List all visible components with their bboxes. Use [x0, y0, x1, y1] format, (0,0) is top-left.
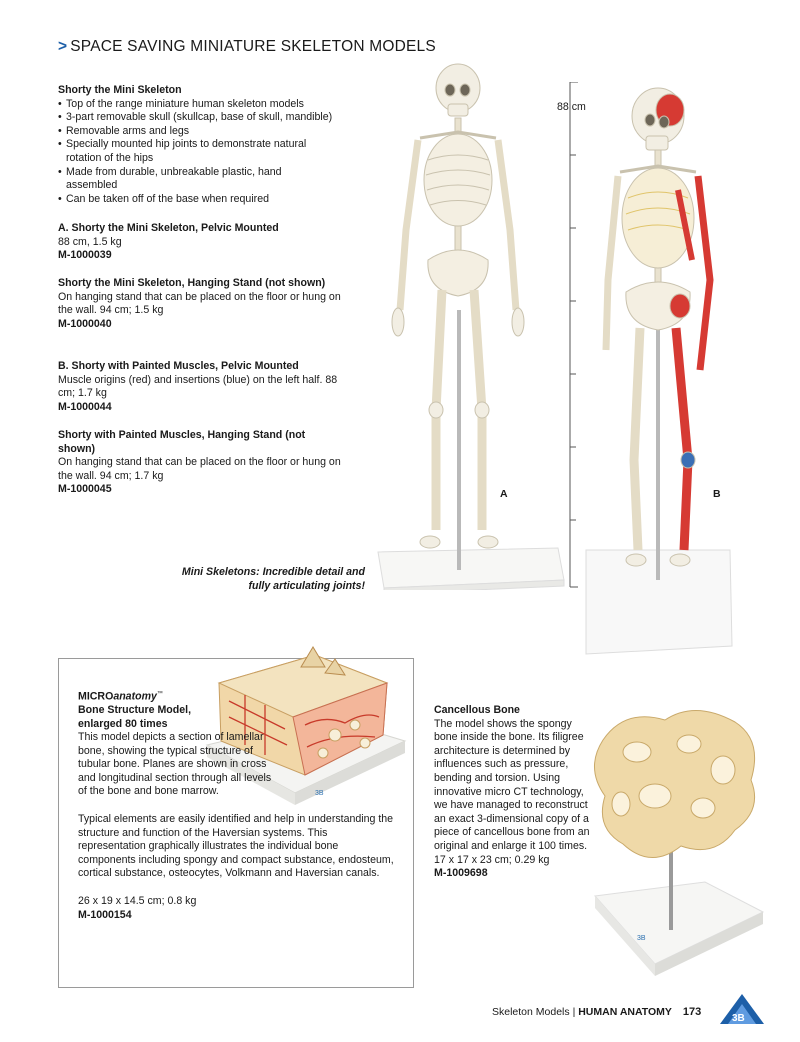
shorty-section	[58, 84, 358, 206]
product-sku: M-1000039	[58, 249, 112, 262]
label-b: B	[713, 488, 721, 500]
height-scale	[566, 82, 580, 588]
micro-brand-prefix: MICRO	[78, 690, 114, 703]
page-title-text: SPACE SAVING MINIATURE SKELETON MODELS	[70, 38, 436, 55]
chevron-right-icon: >	[58, 38, 68, 55]
micro-brand	[78, 688, 218, 704]
product-name: Shorty the Mini Skeleton, Hanging Stand (not shown)	[58, 277, 326, 289]
skeleton-a-image	[370, 60, 570, 590]
cancellous-sku: M-1009698	[434, 867, 488, 880]
product-sku: M-1000044	[58, 400, 112, 413]
3b-logo-icon: 3B	[637, 935, 646, 942]
shorty-heading: Shorty the Mini Skeleton	[58, 84, 182, 96]
cancellous-spec: 17 x 17 x 23 cm; 0.29 kg	[434, 853, 550, 866]
micro-name: Bone Structure Model, enlarged 80 times	[78, 704, 192, 730]
micro-spec: 26 x 19 x 14.5 cm; 0.8 kg	[78, 895, 197, 907]
product-b-hanging	[58, 429, 350, 497]
skeleton-caption: Mini Skeletons: Incredible detail and fully articulating joints!	[181, 566, 365, 592]
micro-desc-long: Typical elements are easily identified and help in understanding the structure and function of the Haversian systems. This representation graphically illustrates the individual bone components including spongy and compact substance, endosteum, cortical substance, osteocytes, Volkmann and Haversian canals.	[78, 813, 394, 880]
micro-desc-short: This model depicts a section of lamellar bone, showing the typical structure of tubular bone. Planes are shown in cross and longitudinal section through all levels of the bone and bone marrow.	[78, 731, 272, 798]
list-item: • Specially mounted hip joints to demonstrate natural rotation of the hips	[58, 138, 321, 165]
cancellous-desc: The model shows the spongy bone inside the bone. Its filigree architecture is determined by influences such as pressure, bending and torsion. Using innovative micro CT technology, we have managed to reconstruct an exact 3-dimensional copy of a piece of cancellous bone from an original and enlarge it 100 times.	[434, 717, 590, 852]
product-name: Shorty with Painted Muscles, Hanging Stand (not shown)	[58, 429, 306, 455]
footer-section: Skeleton Models	[492, 1006, 570, 1018]
footer	[492, 1006, 701, 1018]
micro-sku: M-1000154	[78, 908, 132, 921]
footer-separator: |	[572, 1006, 576, 1018]
page-title	[58, 38, 436, 56]
cancellous-section	[434, 704, 594, 881]
list-item: • Top of the range miniature human skeleton models	[58, 98, 358, 112]
product-desc: Muscle origins (red) and insertions (blue) on the left half. 88 cm; 1.7 kg	[58, 373, 338, 400]
product-b	[58, 360, 350, 414]
product-sku: M-1000045	[58, 483, 112, 496]
height-label: 88 cm	[557, 101, 586, 113]
list-item: • Removable arms and legs	[58, 125, 358, 139]
3b-logo-icon	[718, 992, 766, 1026]
product-sku: M-1000040	[58, 317, 112, 330]
product-a	[58, 222, 350, 263]
page-number: 173	[682, 1006, 702, 1018]
cancellous-bone-image	[585, 700, 765, 980]
cancellous-heading: Cancellous Bone	[434, 704, 520, 716]
product-desc: 88 cm, 1.5 kg	[58, 235, 122, 248]
product-desc: On hanging stand that can be placed on the floor or hung on the wall. 94 cm; 1.5 kg	[58, 290, 341, 317]
micro-brand-italic: anatomy	[113, 690, 157, 703]
list-item: • Can be taken off of the base when required	[58, 193, 358, 207]
micro-spec-block	[78, 895, 396, 922]
label-a: A	[500, 488, 508, 500]
micro-brand-tm: ™	[156, 691, 163, 697]
product-name: B. Shorty with Painted Muscles, Pelvic Mounted	[58, 360, 299, 372]
3b-logo-icon: 3B	[315, 790, 324, 797]
product-name: A. Shorty the Mini Skeleton, Pelvic Mounted	[58, 222, 279, 234]
logo-text: 3B	[732, 1013, 745, 1024]
product-a-hanging	[58, 277, 350, 331]
footer-category: HUMAN ANATOMY	[578, 1006, 672, 1018]
shorty-bullet-list	[58, 98, 358, 207]
product-desc: On hanging stand that can be placed on the floor or hung on the wall. 94 cm; 1.7 kg	[58, 456, 341, 482]
micro-heading-block	[78, 688, 218, 731]
list-item: • Made from durable, unbreakable plastic, hand assembled	[58, 166, 306, 193]
list-item: • 3-part removable skull (skullcap, base of skull, mandible)	[58, 111, 358, 125]
skeleton-b-image	[580, 80, 740, 660]
